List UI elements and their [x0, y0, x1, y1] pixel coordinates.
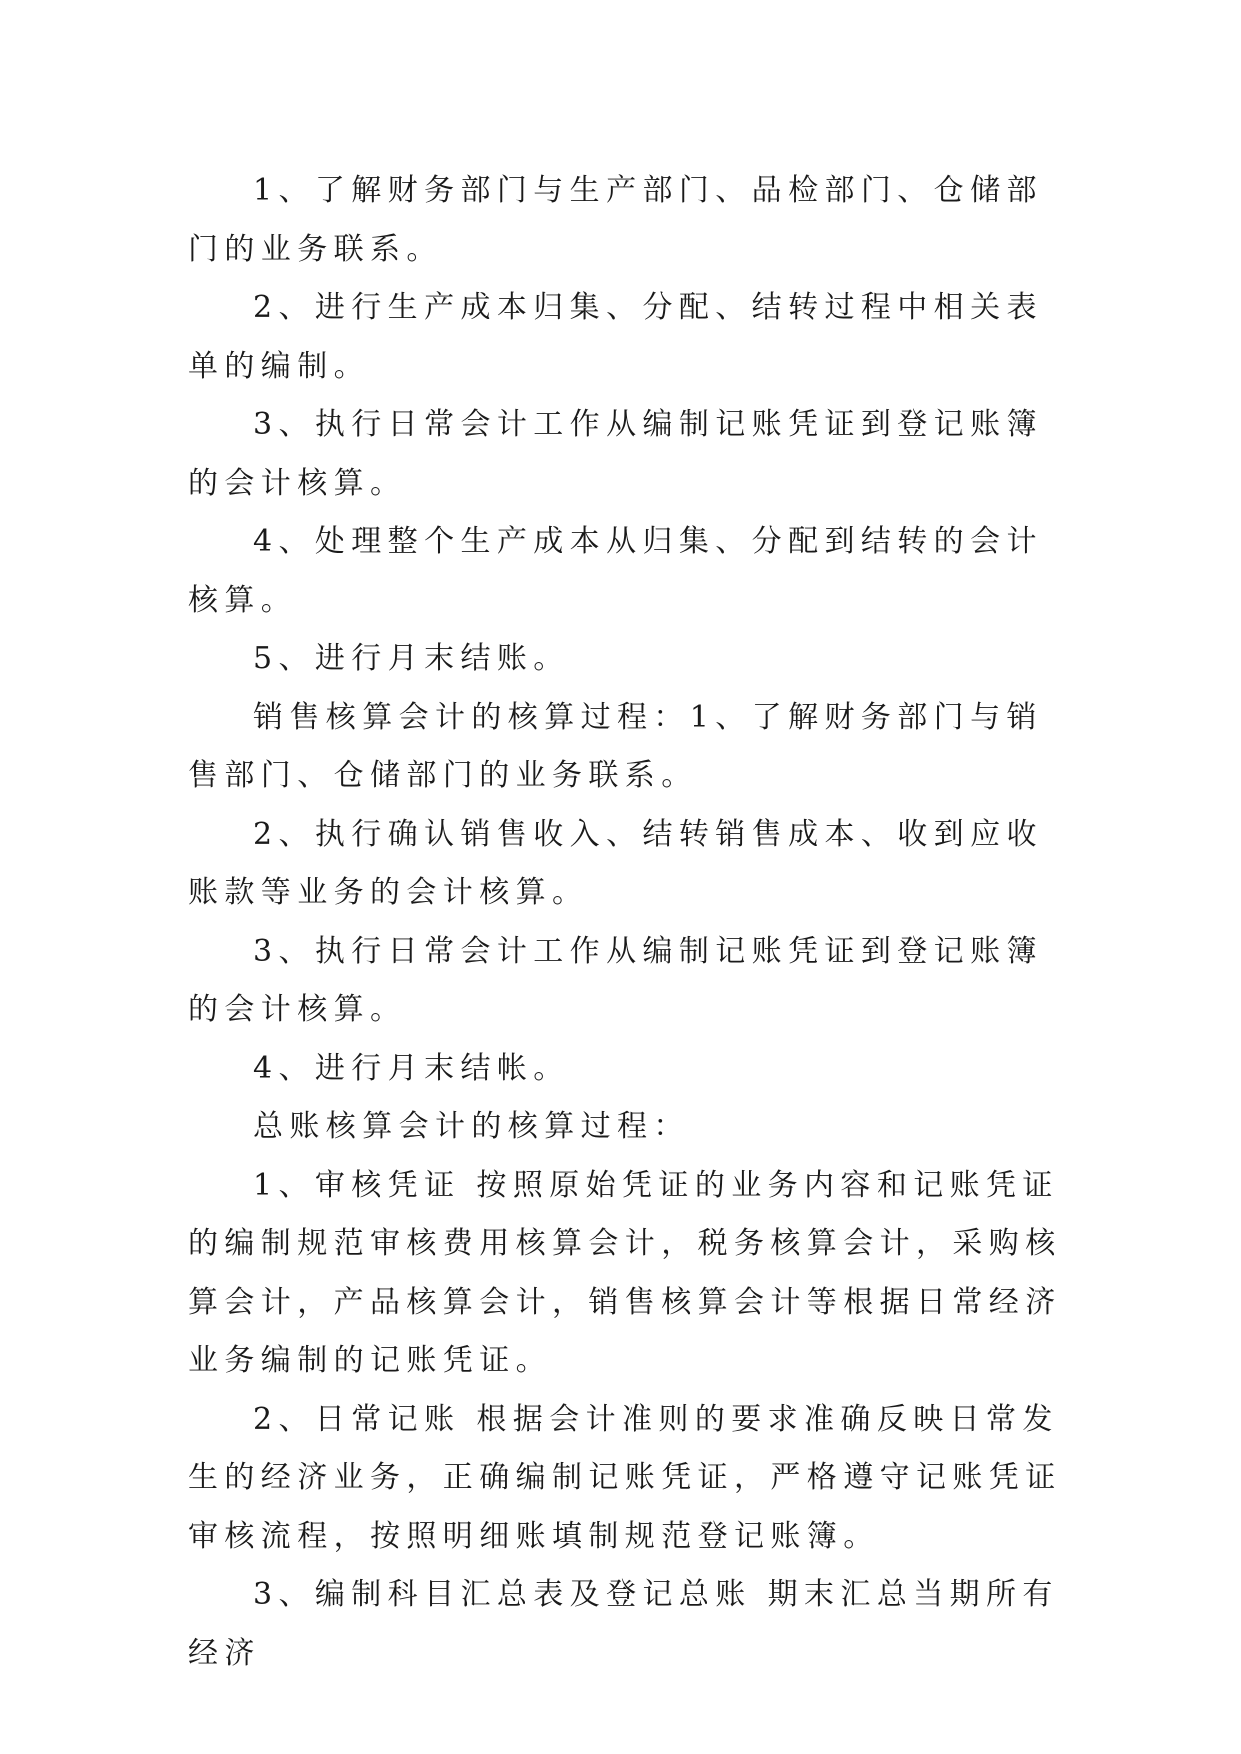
paragraph: 销售核算会计的核算过程：1、了解财务部门与销售部门、仓储部门的业务联系。 [188, 699, 1043, 793]
paragraph: 3、执行日常会计工作从编制记账凭证到登记账簿的会计核算。 [188, 933, 1043, 1027]
paragraph: 1、了解财务部门与生产部门、品检部门、仓储部门的业务联系。 [188, 173, 1043, 267]
paragraph: 5、进行月末结账。 [253, 641, 570, 676]
document-page [188, 162, 1068, 1683]
paragraph: 2、执行确认销售收入、结转销售成本、收到应收账款等业务的会计核算。 [188, 816, 1043, 910]
paragraph: 2、日常记账 根据会计准则的要求准确反映日常发生的经济业务，正确编制记账凭证，严格遵守记账凭证审核流程，按照明细账填制规范登记账簿。 [188, 1401, 1062, 1554]
paragraph: 3、编制科目汇总表及登记总账 期末汇总当期所有经济 [188, 1577, 1059, 1671]
paragraph: 4、进行月末结帐。 [253, 1050, 570, 1086]
paragraph: 总账核算会计的核算过程： [253, 1109, 690, 1144]
paragraph: 4、处理整个生产成本从归集、分配到结转的会计核算。 [188, 524, 1043, 618]
paragraph: 1、审核凭证 按照原始凭证的业务内容和记账凭证的编制规范审核费用核算会计，税务核算会计，采购核算会计，产品核算会计，销售核算会计等根据日常经济业务编制的记账凭证。 [188, 1167, 1062, 1378]
paragraph: 2、进行生产成本归集、分配、结转过程中相关表单的编制。 [188, 290, 1043, 384]
paragraph: 3、执行日常会计工作从编制记账凭证到登记账簿的会计核算。 [188, 407, 1043, 501]
